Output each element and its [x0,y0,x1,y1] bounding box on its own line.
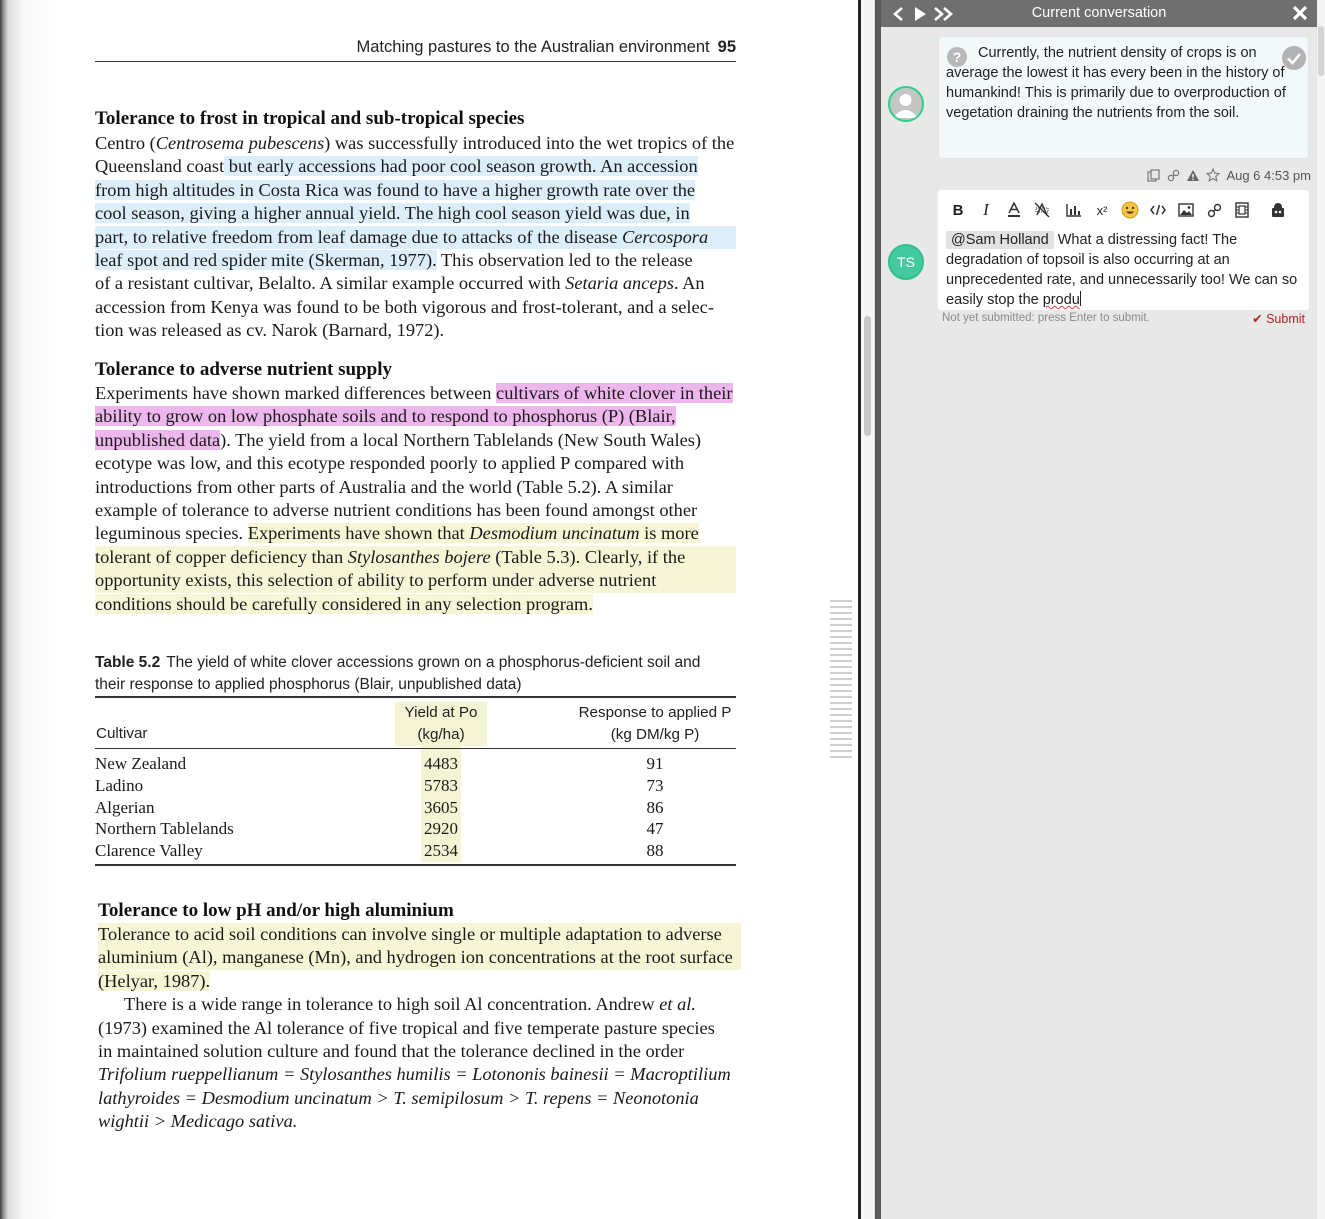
table-bottom-rule [95,864,736,866]
highlight-pink[interactable]: cultivars of white clover in their [496,383,733,403]
table-header-yield: Yield at Po (kg/ha) [395,702,487,746]
message-text: Currently, the nutrient density of crops is on average the lowest it has every been in the history of humankind! This is primarily due to overproduction of vegetation draining the nutrients from the soil. [946,45,1286,121]
link-icon[interactable] [1200,198,1228,222]
conversation-sidebar [881,0,1317,1219]
message-bubble [938,36,1309,159]
avatar[interactable] [888,86,924,122]
paragraph-frost: Centro (Centrosema pubescens) was successfully introduced into the wet tropics of the Queensland coast but early accessions had poor cool season growth. An accession from high altitudes in Costa Rica was found to have a higher growth rate over the cool season, giving a higher annual yield. The high cool season yield was due, in part, to relative freedom from leaf damage due to attacks of the disease Cercospora leaf spot and red spider mite (Skerman, 1977). This observation led to the release of a resistant cultivar, Belalto. A similar example occurred with Setaria anceps. An accession from Kenya was found to be both vigorous and frost-tolerant, and a selec- tion was released as cv. Narok (Barnard, 1972). [95,133,735,341]
highlight-yellow[interactable]: aluminium (Al), manganese (Mn), and hydrogen ion concentrations at the root surface [98,946,741,969]
image-icon[interactable] [1172,198,1200,222]
code-icon[interactable] [1144,198,1172,222]
link-icon[interactable] [1166,168,1180,182]
section-title-frost: Tolerance to frost in tropical and sub-tropical species [95,108,525,129]
scrollbar-thumb[interactable] [864,316,871,436]
mention-chip[interactable]: @Sam Holland [946,231,1054,249]
question-icon: ? [947,47,967,67]
bold-button[interactable]: B [952,201,964,219]
highlight-yellow[interactable]: opportunity exists, this selection of ability to perform under adverse nutrient [95,569,736,592]
private-icon[interactable] [1264,198,1292,222]
highlight-yellow[interactable]: tolerant of copper deficiency than Stylosanthes bojere (Table 5.3). Clearly, if the [95,546,736,569]
highlight-blue[interactable]: from high altitudes in Costa Rica was found to have a higher growth rate over the [95,179,696,200]
star-icon[interactable] [1206,168,1220,182]
highlight-yellow[interactable]: conditions should be carefully considered in any selection program. [95,593,593,614]
close-icon[interactable] [1289,2,1311,24]
submit-hint: Not yet submitted: press Enter to submit. [942,312,1150,324]
video-icon[interactable] [1228,198,1256,222]
highlight-pink[interactable]: unpublished data [95,429,221,450]
section-title-nutrient: Tolerance to adverse nutrient supply [95,359,392,380]
copy-icon[interactable] [1146,168,1160,182]
avatar[interactable]: TS [888,244,924,280]
text-caret [1080,291,1081,306]
document-scrollbar[interactable] [861,0,875,1219]
highlight-yellow[interactable]: Experiments have shown that Desmodium uncinatum is more [247,523,699,544]
chart-button[interactable] [1060,198,1088,222]
highlight-pink[interactable]: ability to grow on low phosphate soils and to respond to phosphorus (P) (Blair, [95,406,676,427]
sidebar-title: Current conversation [1031,5,1167,21]
table-header-cultivar: Cultivar [96,725,148,742]
highlight-yellow[interactable]: Tolerance to acid soil conditions can involve single or multiple adaptation to adverse [98,923,741,946]
text-color-button[interactable] [1000,198,1028,222]
running-head-title: Matching pastures to the Australian environment [356,38,710,56]
highlight-blue[interactable]: leaf spot and red spider mite (Skerman, 1977). [95,250,437,271]
margin-annotation-mark [830,600,852,760]
message-meta [1136,166,1311,184]
highlight-blue[interactable]: cool season, giving a higher annual yield. The high cool season yield was due, in [95,203,690,224]
warning-icon[interactable] [1186,168,1200,182]
reply-editor[interactable] [938,190,1309,310]
emoji-icon[interactable] [1116,198,1144,222]
clear-format-button[interactable] [1028,198,1056,222]
highlight-blue[interactable]: but early accessions had poor cool season growth. An accession [224,156,698,177]
highlight-yellow[interactable]: (Helyar, 1987). [98,970,211,991]
superscript-button[interactable]: x² [1096,202,1108,218]
section-title-ph: Tolerance to low pH and/or high aluminium [98,900,454,921]
paragraph-ph: Tolerance to acid soil conditions can involve single or multiple adaptation to adverse aluminium (Al), manganese (Mn), and hydrogen ion concentrations at the root surface (Helyar, 1987). There is a wide range in tolerance to high soil Al concentration. Andrew et al. (1973) examined the Al tolerance of five tropical and five temperate pasture species in maintained solution culture and found that the tolerance declined in the order Trifolium rueppellianum = Stylosanthes humilis = Lotononis bainesii = Macroptilium lathyroides = Desmodium uncinatum > T. semipilosum > T. repens = Neonotonia wightii > Medicago sativa. [98,923,741,1134]
sidebar-header [881,0,1317,27]
scrollbar-thumb[interactable] [1318,26,1324,76]
checkmark-icon: ✔ [1252,312,1267,326]
message-timestamp: Aug 6 4:53 pm [1226,167,1311,183]
italic-button[interactable]: I [983,200,989,219]
page-number: 95 [717,38,736,56]
table-top-rule [95,696,736,698]
misspelled-word[interactable]: produ [1042,292,1080,308]
sidebar-scrollbar[interactable] [1317,0,1325,1219]
table-caption: Table 5.2 The yield of white clover accessions grown on a phosphorus-deficient soil and their response to applied phosphorus (Blair, unpublished data) [95,654,701,693]
document-page: Matching pastures to the Australian environment 95 Tolerance to frost in tropical and sub-tropical species Centro (Centrosema pubescens) was successfully introduced into the wet tropics of the Queensland coast but early accessions had poor cool season growth. An accession from high altitudes in Costa Rica was found to have a higher growth rate over the cool season, giving a higher annual yield. The high cool season yield was due, in part, to relative freedom from leaf damage due to attacks of the disease Cercospora leaf spot and red spider mite (Skerman, 1977). This observation led to the release of a resistant cultivar, Belalto. A similar example occurred with Setaria anceps. An accession from Kenya was found to be both vigorous and frost-tolerant, and a selec- tion was released as cv. Narok (Barnard, 1972). Tolerance to adverse nutrient supply Experiments have shown marked differences between cultivars of white clover in their ability to grow on low phosphate soils and to respond to phosphorus (P) (Blair, unpublished data). The yield from a local Northern Tablelands (New South Wales) ecotype was low, and this ecotype responded poorly to applied P compared with introductions from other parts of Australia and the world (Table 5.2). A similar example of tolerance to adverse nutrient conditions has been found amongst other leguminous species. Experiments have shown that Desmodium uncinatum is more tolerant of copper deficiency than Stylosanthes bojere (Table 5.3). Clearly, if the opportunity exists, this selection of ability to perform under adverse nutrient conditions should be carefully considered in any selection program. Table 5.2 The yield of white clover accessions grown on a phosphorus-deficient soil and their response to applied phosphorus (Blair, unpublished data) Yield at Po (kg/ha) Response to applied P (kg DM/kg P) Cultivar New Zealand 4483 91 Ladino 5783 73 Algerian 3605 86 Northern Tablelands 2920 47 Clarence Valley 2534 88 Tolerance to low pH and/or high aluminium Tolerance to acid soil conditions can involve single or multiple adaptation to adverse aluminium (Al), manganese (Mn), and hydrogen ion concentrations at the root surface (Helyar, 1987). There is a wide range in tolerance to high soil Al concentration. Andrew et al. (1973) examined the Al tolerance of five tropical and five temperate pasture species in maintained solution culture and found that the tolerance declined in the order Trifolium rueppellianum = Stylosanthes humilis = Lotononis bainesii = Macroptilium lathyroides = Desmodium uncinatum > T. semipilosum > T. repens = Neonotonia wightii > Medicago sativa. [0,0,858,1219]
table-header-rule [95,748,736,749]
table-header-response: Response to applied P (kg DM/kg P) [578,704,732,743]
reply-input[interactable]: @Sam Holland What a distressing fact! The degradation of topsoil is also occurring at an unprecedented rate, and unnecessarily too! We can so easily stop the produ [946,232,1298,308]
editor-toolbar [944,198,1304,222]
running-head [95,38,736,62]
paragraph-nutrient: Experiments have shown marked differences between cultivars of white clover in their ability to grow on low phosphate soils and to respond to phosphorus (P) (Blair, unpublished data). The yield from a local Northern Tablelands (New South Wales) ecotype was low, and this ecotype responded poorly to applied P compared with introductions from other parts of Australia and the world (Table 5.2). A similar example of tolerance to adverse nutrient conditions has been found amongst other leguminous species. Experiments have shown that Desmodium uncinatum is more tolerant of copper deficiency than Stylosanthes bojere (Table 5.3). Clearly, if the opportunity exists, this selection of ability to perform under adverse nutrient conditions should be carefully considered in any selection program. [95,382,736,616]
submit-button[interactable]: ✔ Submit [1252,312,1305,326]
highlight-blue[interactable]: part, to relative freedom from leaf damage due to attacks of the disease Cercospora [95,226,736,249]
